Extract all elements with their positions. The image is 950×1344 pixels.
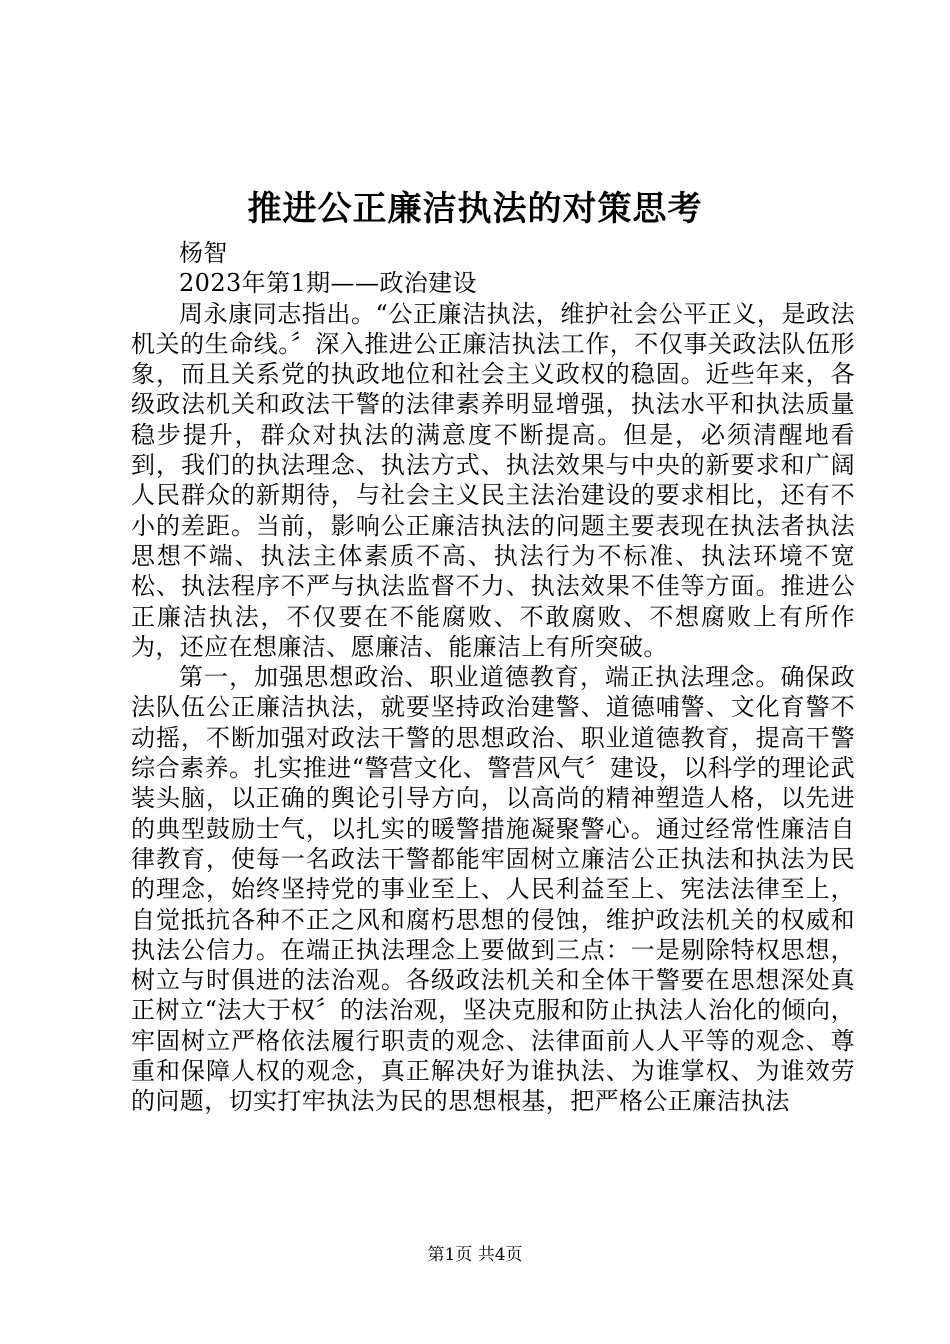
paragraph-intro: 周永康同志指出。“公正廉洁执法，维护社会公平正义，是政法机关的生命线。〞深入推进公正廉洁执法工作，不仅事关政法队伍形象，而且关系党的执政地位和社会主义政权的稳固。近些年来，各级政法机关和政法干警的法律素养明显增强，执法水平和执法质量稳步提升，群众对执法的满意度不断提高。但是，必须清醒地看到，我们的执法理念、执法方式、执法效果与中央的新要求和广阔人民群众的新期待，与社会主义民主法治建设的要求相比，还有不小的差距。当前，影响公正廉洁执法的问题主要表现在执法者执法思想不端、执法主体素质不高、执法行为不标准、执法环境不宽松、执法程序不严与执法监督不力、执法效果不佳等方面。推进公正廉洁执法，不仅要在不能腐败、不敢腐败、不想腐败上有所作为，还应在想廉洁、愿廉洁、能廉洁上有所突破。: [131, 299, 855, 661]
paragraph-first-point: 第一，加强思想政治、职业道德教育，端正执法理念。确保政法队伍公正廉洁执法，就要坚持政治建警、道德哺警、文化育警不动摇，不断加强对政法干警的思想政治、职业道德教育，提高干警综合素养。扎实推进“警营文化、警营风气〞建设，以科学的理论武装头脑，以正确的舆论引导方向，以高尚的精神塑造人格，以先进的典型鼓励士气，以扎实的暖警措施凝聚警心。通过经常性廉洁自律教育，使每一名政法干警都能牢固树立廉洁公正执法和执法为民的理念，始终坚持党的事业至上、人民利益至上、宪法法律至上，自觉抵抗各种不正之风和腐朽思想的侵蚀，维护政法机关的权威和执法公信力。在端正执法理念上要做到三点：一是剔除特权思想，树立与时俱进的法治观。各级政法机关和全体干警要在思想深处真正树立“法大于权〞的法治观，坚决克服和防止执法人治化的倾向，牢固树立严格依法履行职责的观念、法律面前人人平等的观念、尊重和保障人权的观念，真正解决好为谁执法、为谁掌权、为谁效劳的问题，切实打牢执法为民的思想根基，把严格公正廉洁执法: [131, 663, 855, 1116]
document-title: 推进公正廉洁执法的对策思考: [247, 189, 703, 229]
author-line: 杨智: [179, 239, 228, 267]
page-number-footer: 第1页 共4页: [427, 1245, 523, 1265]
document-body: [131, 238, 855, 1117]
issue-line: 2023年第1期——政治建设: [179, 269, 477, 298]
